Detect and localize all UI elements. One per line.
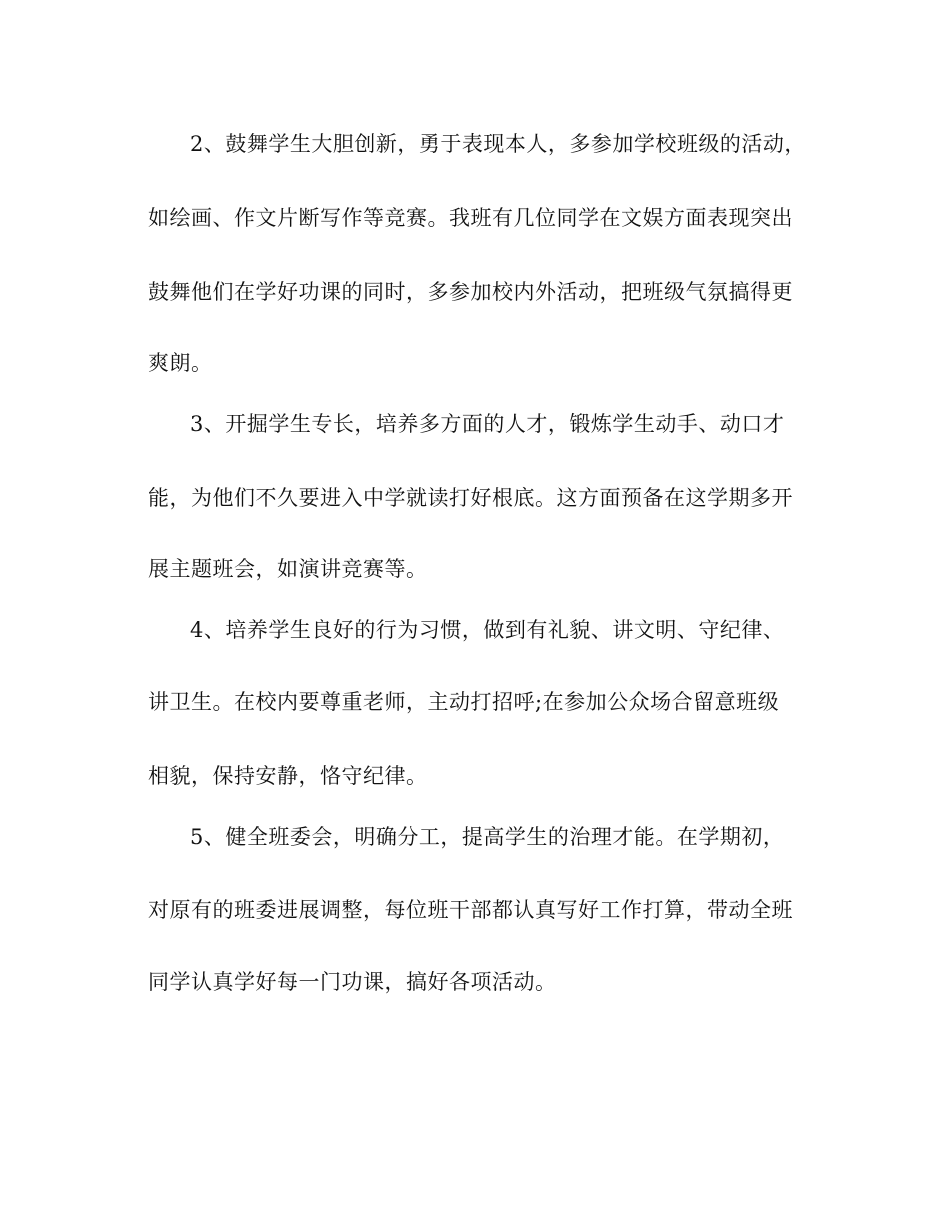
paragraph-3-line-1: 3、开掘学生专长，培养多方面的人才，锻炼学生动手、动口才 (190, 412, 785, 436)
paragraph-2-line-1: 2、鼓舞学生大胆创新，勇于表现本人，多参加学校班级的活动， (190, 132, 806, 156)
paragraph-4-line-3: 相貌，保持安静，恪守纪律。 (148, 764, 428, 788)
paragraph-3-line-2: 能，为他们不久要进入中学就读打好根底。这方面预备在这学期多开 (148, 486, 793, 510)
paragraph-5-line-2: 对原有的班委进展调整，每位班干部都认真写好工作打算，带动全班 (148, 898, 793, 922)
paragraph-4-line-1: 4、培养学生良好的行为习惯，做到有礼貌、讲文明、守纪律、 (190, 618, 785, 642)
paragraph-5-line-3: 同学认真学好每一门功课，搞好各项活动。 (148, 970, 557, 994)
paragraph-2-line-3: 鼓舞他们在学好功课的同时，多参加校内外活动，把班级气氛搞得更 (148, 280, 793, 304)
paragraph-2-line-2: 如绘画、作文片断写作等竞赛。我班有几位同学在文娱方面表现突出 (148, 206, 793, 230)
paragraph-4-line-2: 讲卫生。在校内要尊重老师，主动打招呼;在参加公众场合留意班级 (148, 690, 780, 714)
paragraph-3-line-3: 展主题班会，如演讲竞赛等。 (148, 557, 428, 581)
paragraph-2-line-4: 爽朗。 (148, 351, 213, 375)
paragraph-5-line-1: 5、健全班委会，明确分工，提高学生的治理才能。在学期初， (190, 825, 785, 849)
